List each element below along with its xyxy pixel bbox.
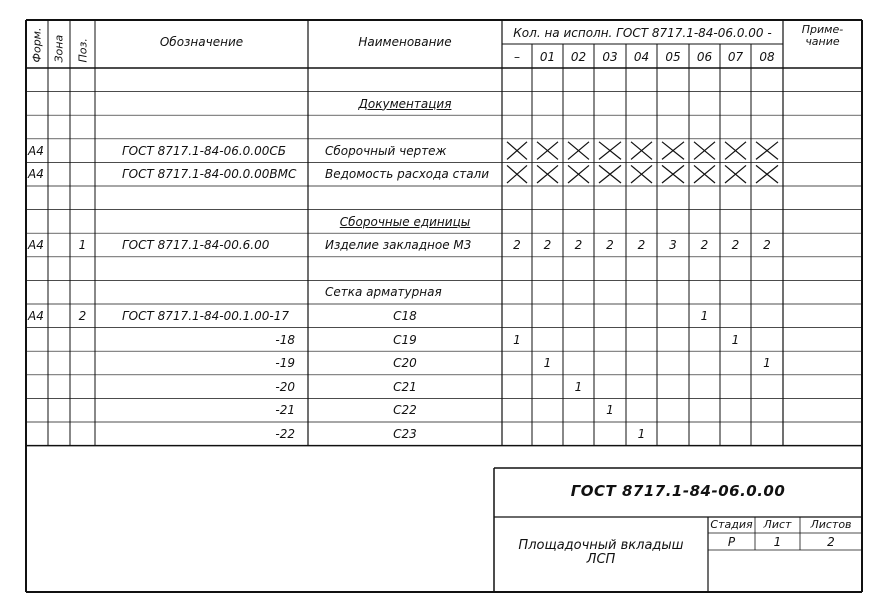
row-name: С18: [393, 309, 417, 323]
row-name: Изделие закладное М3: [325, 238, 472, 253]
stamp-sheet-label: Лист: [763, 518, 792, 531]
header-variant: 01: [539, 50, 556, 64]
row-pos: 1: [78, 238, 87, 253]
stamp-title-1: Площадочный вкладыш: [518, 538, 684, 553]
stamp-sheets-label: Листов: [810, 518, 852, 531]
row-name: Сетка арматурная: [325, 285, 442, 300]
row-qty: 2: [606, 238, 614, 253]
row-designation: -20: [275, 379, 295, 394]
row-designation: -22: [275, 427, 295, 441]
row-designation: ГОСТ 8717.1-84-00.1.00-17: [122, 309, 289, 323]
header-variant: 03: [602, 50, 618, 64]
row-qty: 1: [637, 427, 646, 441]
row-qty: 2: [763, 238, 771, 253]
row-qty: 1: [513, 332, 521, 347]
header-note: Приме- чание: [801, 23, 844, 48]
header-variant: –: [514, 50, 520, 64]
row-qty: 1: [700, 309, 709, 323]
row-qty: 1: [763, 356, 771, 371]
header-designation: Обозначение: [159, 35, 244, 49]
row-name: С23: [393, 427, 417, 441]
row-qty: 2: [513, 238, 521, 253]
stamp-stage: Р: [727, 535, 736, 549]
header-variant: 04: [633, 50, 650, 64]
row-qty: 2: [574, 238, 583, 253]
row-name: Ведомость расхода стали: [325, 167, 490, 182]
row-designation: ГОСТ 8717.1-84-00.6.00: [122, 238, 270, 253]
header-name: Наименование: [358, 35, 452, 49]
row-name: Документация: [358, 96, 452, 111]
row-name: С22: [393, 403, 417, 418]
row-designation: -21: [275, 403, 295, 418]
row-form: А4: [28, 238, 44, 253]
row-qty: 1: [574, 379, 583, 394]
row-name: Сборочные единицы: [339, 214, 471, 229]
row-form: А4: [28, 143, 44, 158]
row-name: С21: [393, 379, 417, 394]
stamp-stage-label: Стадия: [710, 518, 753, 531]
row-qty: 1: [543, 356, 552, 371]
header-variant: 06: [696, 50, 713, 64]
row-qty: 2: [731, 238, 740, 253]
header-qty-title: Кол. на исполн. ГОСТ 8717.1-84-06.0.00 -: [513, 26, 772, 40]
header-variant: 07: [727, 50, 744, 64]
header-variant: 05: [665, 50, 681, 64]
row-qty: 2: [637, 238, 646, 253]
row-qty: 2: [543, 238, 552, 253]
row-form: А4: [28, 167, 44, 182]
stamp-title-2: ЛСП: [586, 552, 616, 567]
stamp-sheet: 1: [773, 535, 782, 549]
header-variant: 02: [570, 50, 587, 64]
row-pos: 2: [78, 309, 87, 323]
row-designation: ГОСТ 8717.1-84-00.0.00ВМС: [122, 167, 297, 182]
row-qty: 1: [731, 332, 740, 347]
header-form: Форм.: [30, 27, 44, 63]
header-variant: 08: [759, 50, 775, 64]
row-name: Сборочный чертеж: [325, 143, 447, 158]
row-qty: 2: [700, 238, 709, 253]
row-designation: -18: [275, 332, 295, 347]
stamp-sheets: 2: [827, 535, 835, 549]
row-designation: -19: [275, 356, 295, 371]
row-name: С20: [393, 356, 417, 371]
header-pos: Поз.: [76, 38, 89, 63]
header-zone: Зона: [52, 34, 66, 63]
row-form: А4: [28, 309, 44, 323]
row-name: С19: [393, 332, 417, 347]
row-qty: 1: [606, 403, 614, 418]
row-designation: ГОСТ 8717.1-84-06.0.00СБ: [122, 143, 286, 158]
row-qty: 3: [669, 238, 677, 253]
stamp-doc-number: ГОСТ 8717.1-84-06.0.00: [570, 482, 786, 500]
